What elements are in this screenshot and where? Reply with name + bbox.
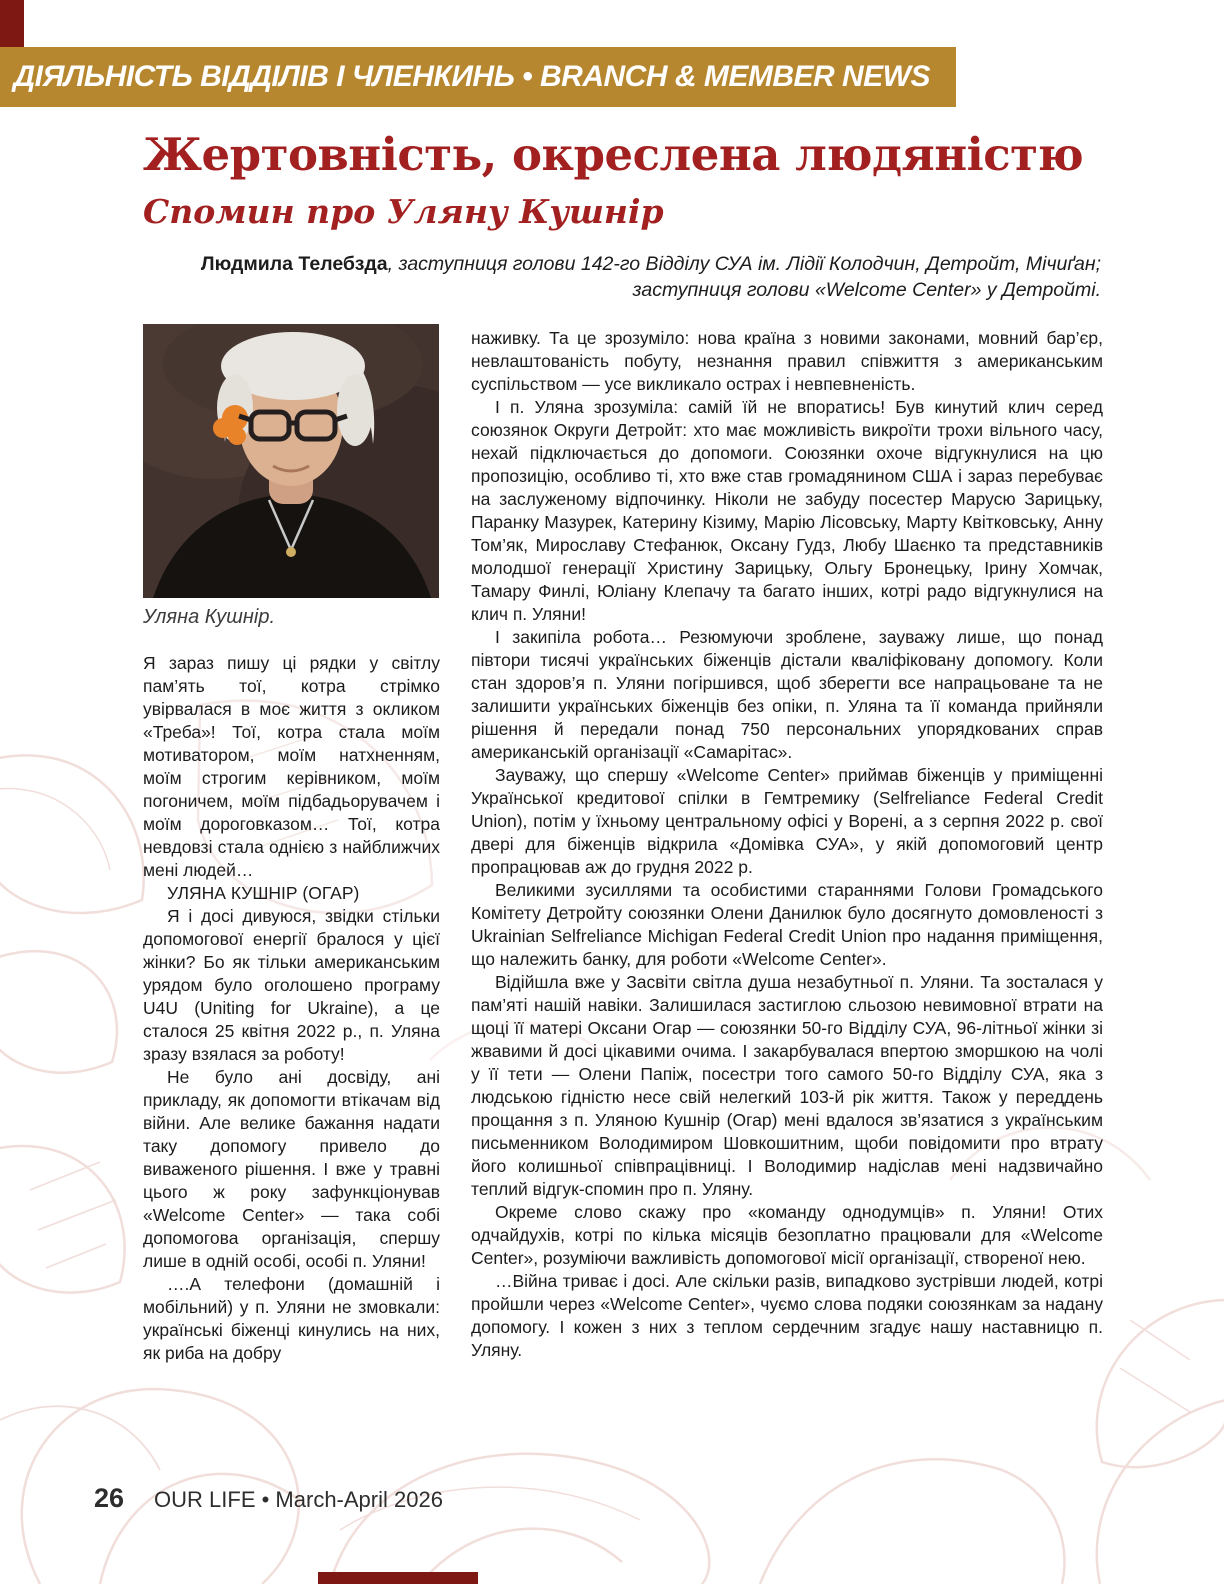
- paragraph: Я зараз пишу ці рядки у світлу пам’ять тої, котра стрімко увірвалася в моє життя з окликом «Треба»! Тої, котра стала моїм мотиватором, моїм натхненням, моїм строгим керівником, моїм погоничем, моїм підбадьорувачем і моїм дороговказом… Тої, котра невдовзі стала однією з найближчих мені людей…: [143, 653, 440, 880]
- page-number: 26: [94, 1483, 125, 1513]
- bottom-accent-bar: [318, 1572, 478, 1584]
- paragraph: Зауважу, що спершу «Welcome Center» приймав біженців у приміщенні Української кредитової спілки в Гемтремику (Selfreliance Federal Credit Union), потім у їхньому центральному офісі у Ворені, а з серпня 2022 р. свої двері для біженців відкрила «Домівка СУА», у якій допомоговий центр пропрацював аж до грудня 2022 р.: [471, 765, 1103, 877]
- article-title: Жертовність, окреслена людяністю: [143, 128, 1084, 181]
- paragraph: І закипіла робота… Резюмуючи зроблене, зауважу лише, що понад півтори тисячі українських біженців дістали кваліфіковану допомогу. Коли стан здоров’я п. Уляни погіршився, щоб зберегти все напрацьоване та не залишити українських біженців без опіки, п. Уляна та її команда прийняли рішення й передали понад 750 персональних упорядкованих справ американській організації «Самарітас».: [471, 627, 1103, 762]
- section-banner-label: ДІЯЛЬНІСТЬ ВІДДІЛІВ І ЧЛЕНКИНЬ • BRANCH & MEMBER NEWS: [13, 60, 930, 93]
- paragraph: І п. Уляна зрозуміла: самій їй не впоратись! Був кинутий клич серед союзянок Округи Детройт: хто має можливість викроїти трохи вільного часу, нехай підключається до допомоги. Союзянки охоче відгукнулися на цю пропозицію, особливо ті, хто вже став громадянином США і зараз перебуває на заслуженому відпочинку. Ніколи не забуду посестер Марусю Зарицьку, Паранку Мазурек, Катерину Кізиму, Марію Лісовську, Марту Квітковську, Анну Том’як, Мирославу Стефанюк, Оксану Гудз, Любу Шаєнко та представників молодшої генерації Христину Зарицьку, Ольгу Бронецьку, Ірину Хомчак, Тамару Финлі, Юліану Клепачу та багато інших, котрі радо відгукнулися на клич п. Уляни!: [471, 397, 1103, 624]
- byline-line1: [143, 251, 1101, 277]
- section-subhead: УЛЯНА КУШНІР (ОГАР): [167, 883, 360, 903]
- left-column: [143, 652, 440, 1365]
- paragraph: ….А телефони (домашній і мобільний) у п. Уляни не змовкали: українські біженці кинулись на них, як риба на добру: [143, 1274, 440, 1363]
- byline-role-line2: заступниця голови «Welcome Center» у Детройті.: [632, 279, 1101, 301]
- portrait-photo: [143, 324, 439, 598]
- paragraph: наживку. Та це зрозуміло: нова країна з новими законами, мовний бар’єр, невлаштованість побуту, незнання правил співжиття з американським суспільством — усе викликало острах і невпевненість.: [471, 328, 1103, 394]
- article-subtitle: Спомин про Уляну Кушнір: [143, 192, 664, 231]
- paragraph: Відійшла вже у Засвіти світла душа незабутньої п. Уляни. Та зосталася у пам’яті нашій навіки. Залишилася застиглою сльозою невимовної втрати на щоці її матері Оксани Огар — союзянки 50-го Відділу СУА, 96-літньої жінки зі жвавими й досі цікавими очима. І закарбувалася впертою зморшкою на чолі у її тети — Олени Папіж, посестри того самого 50-го Відділу СУА, яка з людською гідністю несе свій нелегкий 103-й рік життя. Також у переддень прощання з п. Уляною Кушнір (Огар) мені вдалося зв’язатися з українським письменником Володимиром Шовкошитним, щоби повідомити про втрату його колишньої співпрацівниці. І Володимир надіслав мені надзвичайно теплий відгук-спомин про п. Уляну.: [471, 972, 1103, 1199]
- right-column: [471, 327, 1103, 1362]
- paragraph: Не було ані досвіду, ані прикладу, як допомогти втікачам від війни. Але велике бажання надати таку допомогу привело до виваженого рішення. І вже у травні цього ж року зафункціонував «Welcome Center» — така собі допомогова організація, спершу лише в одній особі, особі п. Уляни!: [143, 1067, 440, 1271]
- paragraph: …Війна триває і досі. Але скільки разів, випадково зустрівши людей, котрі пройшли через «Welcome Center», чуємо слова подяки союзянкам за надану допомогу. І кожен з них з теплом сердечним згадує нашу наставницю п. Уляну.: [471, 1271, 1103, 1360]
- paragraph: Я і досі дивуюся, звідки стільки допомогової енергії бралося у цієї жінки? Бо як тільки американським урядом було оголошено програму U4U (Uniting for Ukraine), а це сталося 25 квітня 2022 р., п. Уляна зразу взялася за роботу!: [143, 906, 440, 1064]
- paragraph: Великими зусиллями та особистими стараннями Голови Громадського Комітету Детройту союзянки Олени Данилюк було досягнуто домовленості з Ukrainian Selfreliance Michigan Federal Credit Union про надання приміщення, що належить банку, для роботи «Welcome Center».: [471, 880, 1103, 969]
- byline-author: Людмила Телебзда: [200, 253, 388, 275]
- byline: [143, 251, 1101, 303]
- page-footer: [94, 1483, 443, 1514]
- paragraph: Окреме слово скажу про «команду однодумців» п. Уляни! Отих одчайдухів, котрі по кілька місяців безоплатно працювали для «Welcome Center», розуміючи важливість допомогової місії організації, створеної нею.: [471, 1202, 1103, 1268]
- section-banner: [0, 47, 956, 107]
- issue-label: OUR LIFE • March-April 2026: [154, 1487, 443, 1512]
- byline-role-line1: , заступниця голови 142-го Відділу СУА ім. Лідії Колодчин, Детройт, Мічиґан;: [387, 253, 1101, 275]
- portrait-illustration: [143, 324, 439, 598]
- top-left-accent-bar: [0, 0, 24, 47]
- photo-caption: Уляна Кушнір.: [143, 606, 276, 628]
